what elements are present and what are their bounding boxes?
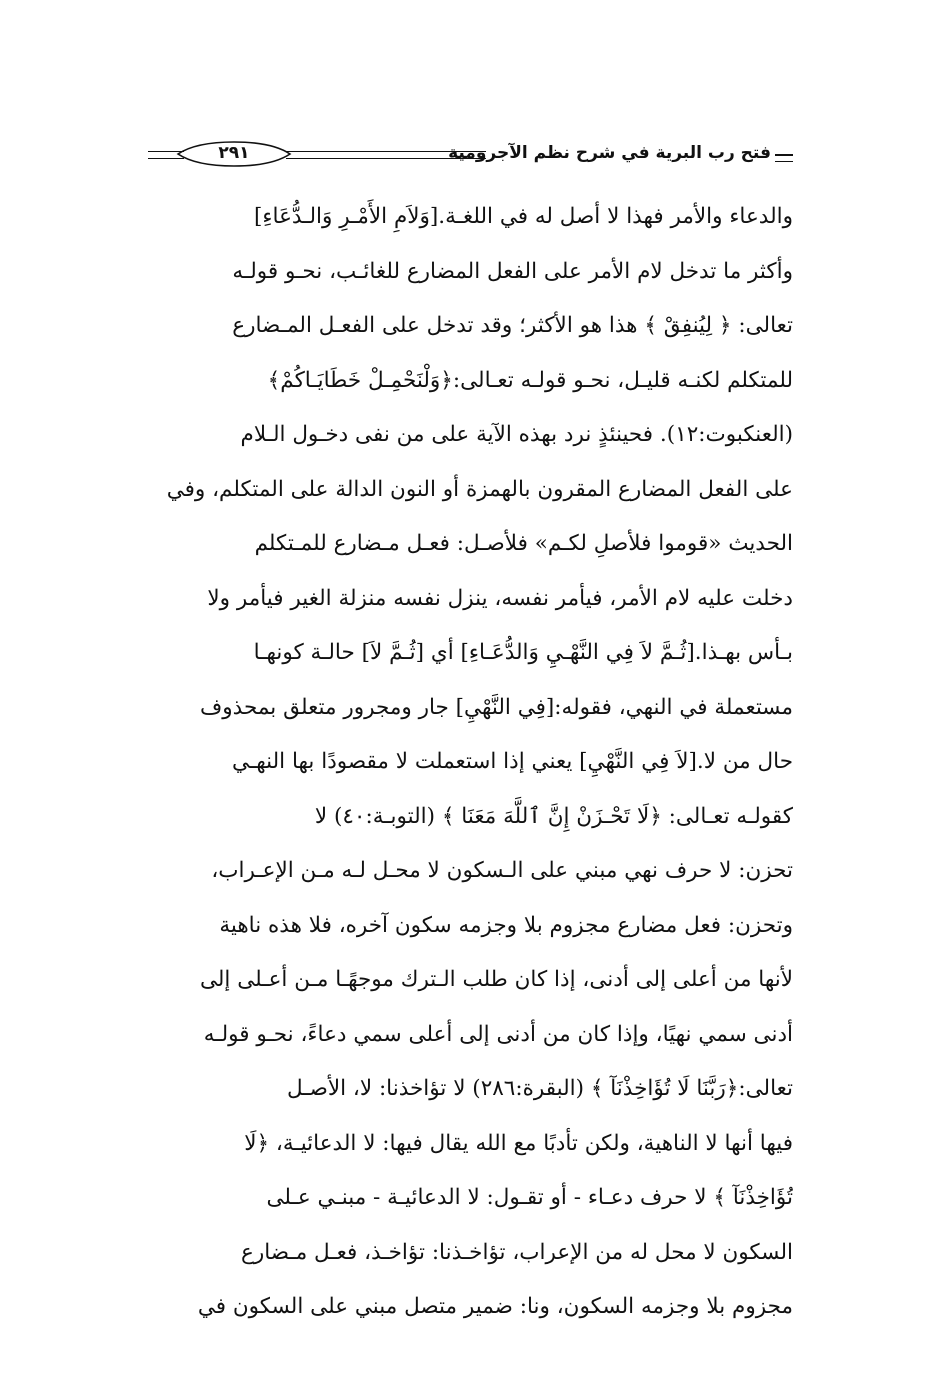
text-line: مجزوم بلا وجزمه السكون، ونا: ضمير متصل مبني على السكون في (197, 1294, 793, 1319)
text-line: تعالى: ﴿ لِيُنفِقْ ﴾ هذا هو الأكثر؛ وقد تدخل على الفعـل المـضارع (232, 313, 793, 338)
text-line: السكون لا محل له من الإعراب، تؤاخـذنا: تؤاخـذ، فعـل مـضارع (240, 1239, 793, 1265)
text-line: تعالى:﴿رَبَّنَا لَا تُؤَاخِذْنَآ ﴾ (البقرة:٢٨٦) لا تؤاخذنا: لا، الأصـل (287, 1076, 793, 1101)
text-line: على الفعل المضارع المقرون بالهمزة أو النون الدالة على المتكلم، وفي (166, 476, 793, 502)
text-line: للمتكلم لكنـه قليـل، نحـو قولـه تعـالى:﴿وَلْنَحْمِـلْ خَطَايَـاكُمْ﴾ (267, 367, 793, 393)
text-line: تُؤَاخِذْنَآ ﴾ لا حرف دعـاء - أو تقـول: لا الدعائيـة - مبنـي عـلى (266, 1185, 793, 1210)
page-number-badge (176, 140, 292, 168)
text-line: أدنى سمي نهيًا، وإذا كان من أدنى إلى أعلى سمي دعاءً، نحـو قولـه (203, 1021, 793, 1047)
text-line: الحديث «قوموا فلأصلِ لكـم» فلأصـل: فعـل مـضارع للمـتكلم (254, 531, 793, 556)
page-number: ٢٩١ (218, 143, 250, 163)
text-line: حال من لا.[لاَ فِي النَّهْيِ] يعني إذا استعملت لا مقصودًا بها النهـي (231, 749, 793, 774)
running-header (148, 138, 793, 174)
text-line: بـأس بهـذا.[ثُـمَّ لاَ فِي النَّهْـيِ وَالدُّعَـاءِ] أي [ثُـمَّ لاَ] حالـة كونهـا (253, 640, 793, 665)
main-text (148, 190, 793, 1335)
text-line: مستعملة في النهي، فقوله:[فِي النَّهْيِ] جار ومجرور متعلق بمحذوف (200, 694, 793, 720)
header-double-rule (286, 151, 486, 159)
text-line: تحزن: لا حرف نهي مبني على الـسكون لا محـل لـه مـن الإعـراب، (211, 858, 793, 883)
header-left-rule (148, 151, 184, 159)
text-line: وأكثر ما تدخل لام الأمر على الفعل المضارع للغائـب، نحـو قولـه (232, 258, 793, 284)
text-line: فيها أنها لا الناهية، ولكن تأدبًا مع الله يقال فيها: لا الدعائيـة، ﴿لَا (244, 1130, 793, 1156)
text-line: وتحزن: فعل مضارع مجزوم بلا وجزمه سكون آخره، فلا هذه ناهية (219, 912, 793, 938)
book-title: فتح رب البرية في شرح نظم الآجرومية (448, 143, 771, 163)
text-line: (العنكبوت:١٢). فحينئذٍ نرد بهذه الآية على من نفى دخـول الـلام (240, 422, 793, 447)
text-line: دخلت عليه لام الأمر، فيأمر نفسه، ينزل نفسه منزلة الغير فيأمر ولا (207, 585, 793, 611)
text-line: لأنها من أعلى إلى أدنى، إذا كان طلب الـترك موجهًـا مـن أعـلى إلى (199, 967, 793, 992)
header-ornament-rule (775, 154, 793, 162)
text-line: كقولـه تعـالى: ﴿لَا تَحْـزَنْ إِنَّ ٱللَّهَ مَعَنَا ﴾ (التوبـة:٤٠) لا (314, 803, 793, 829)
text-line: والدعاء والأمر فهذا لا أصل له في اللغـة.[وَلاَمِ الأَمْـرِ وَالـدُّعَاءِ] (254, 204, 793, 229)
